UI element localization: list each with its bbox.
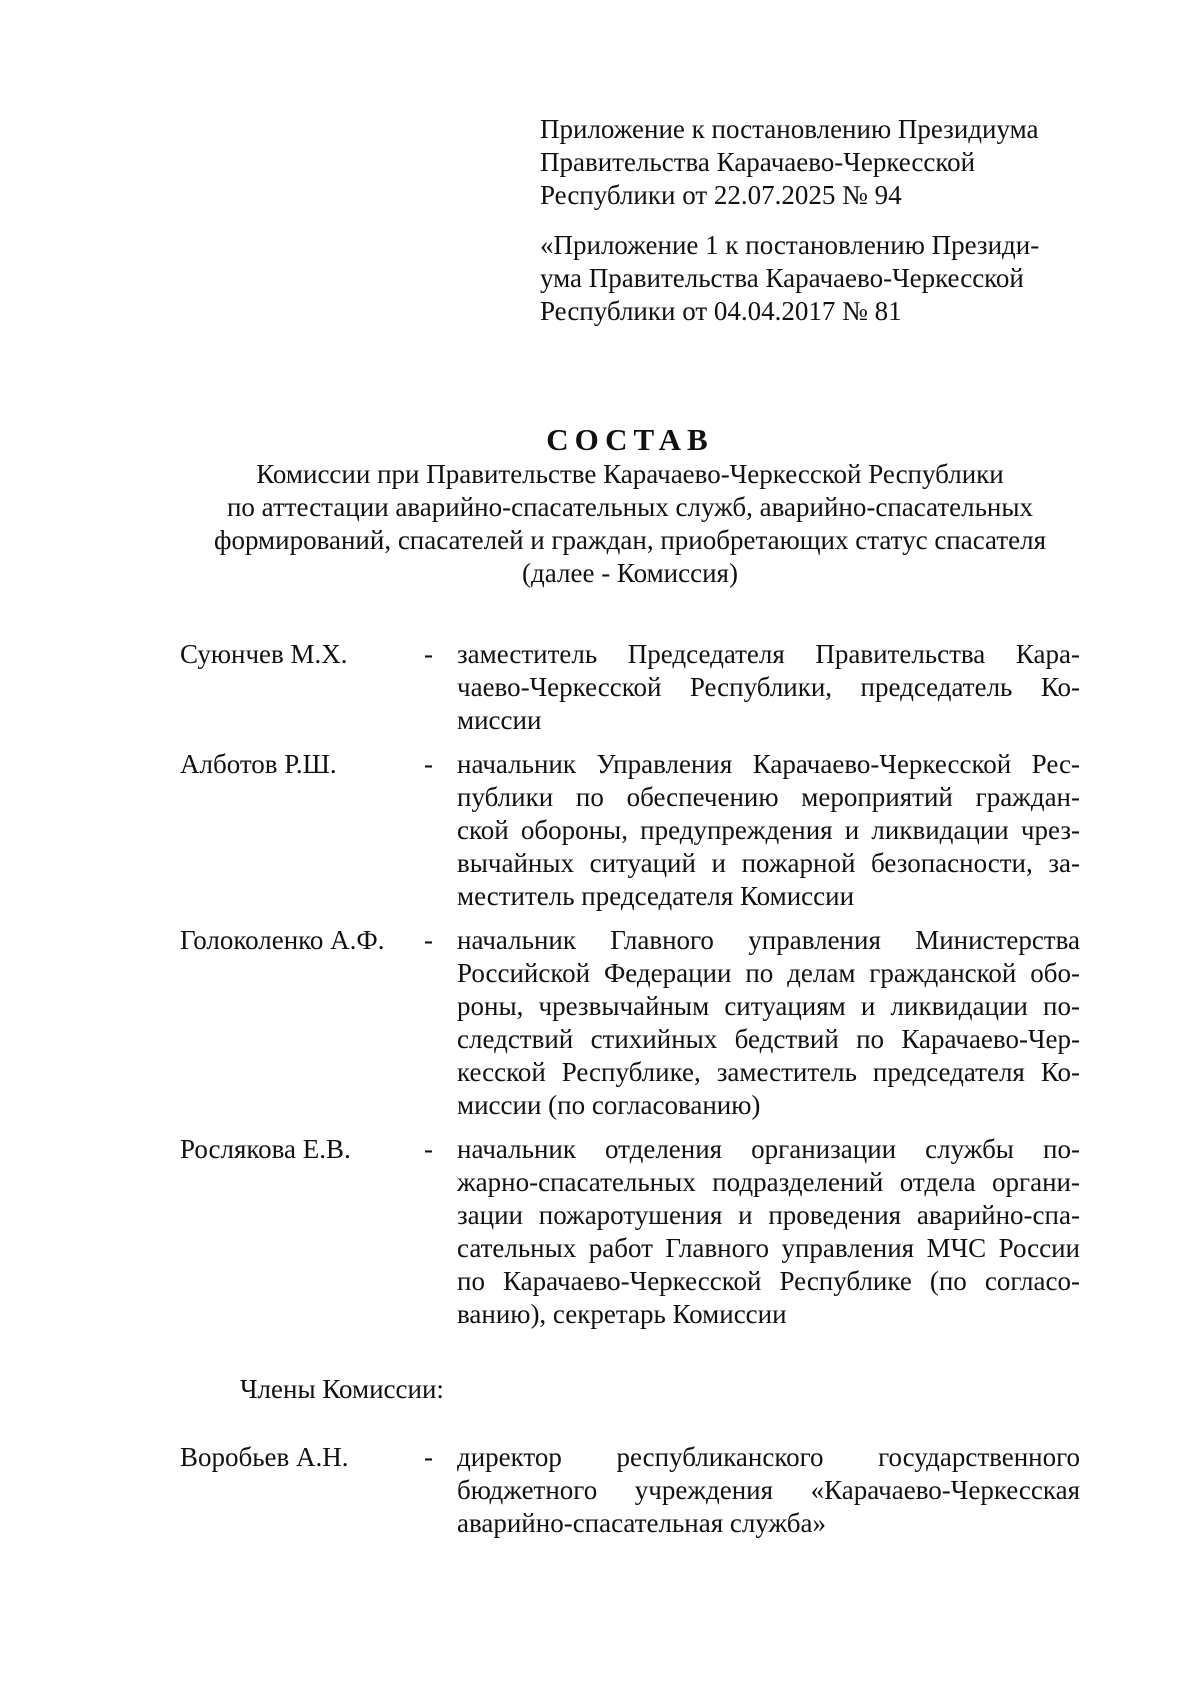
position-word: Председателя bbox=[627, 639, 785, 669]
position-word: (по bbox=[929, 1266, 967, 1296]
position-word: ликвидации bbox=[871, 815, 1009, 845]
position-word: Кара- bbox=[1015, 639, 1080, 669]
separator-dash: - bbox=[424, 1134, 433, 1164]
member-position bbox=[457, 924, 1080, 1122]
member-position bbox=[457, 748, 1080, 913]
position-word: чрез- bbox=[1020, 815, 1080, 845]
position-word: обеспечению bbox=[626, 782, 779, 812]
subtitle-line: Комиссии при Правительстве Карачаево-Черкесской Республики bbox=[256, 459, 1004, 489]
position-word: пожаротушения bbox=[538, 1200, 723, 1230]
position-word: Министерства bbox=[915, 925, 1080, 955]
position-word: заместитель bbox=[457, 639, 598, 669]
position-line bbox=[457, 781, 1080, 814]
position-word: по- bbox=[1043, 991, 1080, 1021]
position-line bbox=[457, 1265, 1080, 1298]
position-word: чаево-Черкесской bbox=[457, 672, 662, 702]
position-word: управления bbox=[748, 925, 881, 955]
subtitle-line: по аттестации аварийно-спасательных служб, аварийно-спасательных bbox=[226, 492, 1034, 522]
position-line bbox=[457, 814, 1080, 847]
position-word: Карачаево-Черкесской bbox=[503, 1266, 762, 1296]
position-word: проведения bbox=[768, 1200, 902, 1230]
position-word: обороны, bbox=[520, 815, 628, 845]
document-subtitle bbox=[160, 458, 1100, 590]
subtitle-line: (далее - Комиссия) bbox=[522, 558, 738, 588]
position-word: Республике, bbox=[561, 1057, 701, 1087]
position-word: Федерации bbox=[603, 958, 732, 988]
position-word: службы bbox=[925, 1134, 1014, 1164]
position-line bbox=[457, 957, 1080, 990]
position-word: республиканского bbox=[616, 1442, 824, 1472]
position-word: кесской bbox=[457, 1057, 546, 1087]
position-word: Главного bbox=[665, 1233, 770, 1263]
member-name: Рослякова Е.В. bbox=[180, 1134, 351, 1164]
member-entry bbox=[180, 924, 1080, 1122]
position-word: организации bbox=[751, 1134, 897, 1164]
position-word: по bbox=[575, 782, 604, 812]
position-word: начальник bbox=[457, 749, 576, 779]
position-word: государственного bbox=[878, 1442, 1080, 1472]
position-line bbox=[457, 847, 1080, 880]
position-word: работ bbox=[588, 1233, 653, 1263]
position-word: заместитель bbox=[716, 1057, 857, 1087]
position-word: ситуаций bbox=[589, 848, 696, 878]
position-word: Республике bbox=[779, 1266, 912, 1296]
position-word: согласо- bbox=[984, 1266, 1080, 1296]
position-line bbox=[457, 1056, 1080, 1089]
member-position bbox=[457, 638, 1080, 737]
subtitle-line: формирований, спасателей и граждан, приобретающих статус спасателя bbox=[213, 525, 1047, 555]
position-line: миссии (по согласованию) bbox=[457, 1090, 761, 1120]
member-position bbox=[457, 1441, 1080, 1540]
position-word: обо- bbox=[1030, 958, 1080, 988]
position-line: меститель председателя Комиссии bbox=[457, 881, 855, 911]
appendix-line: Приложение к постановлению Президиума bbox=[540, 114, 1039, 144]
position-word: председателя bbox=[872, 1057, 1025, 1087]
position-word: граждан- bbox=[975, 782, 1080, 812]
position-line bbox=[457, 1199, 1080, 1232]
member-entry bbox=[180, 1133, 1080, 1331]
position-line bbox=[457, 638, 1080, 671]
appendix-line: Республики от 04.04.2017 № 81 bbox=[540, 296, 902, 326]
position-line: миссии bbox=[457, 705, 542, 735]
position-line bbox=[457, 1166, 1080, 1199]
position-word: ситуациям bbox=[724, 991, 846, 1021]
position-line: ванию), секретарь Комиссии bbox=[457, 1299, 787, 1329]
position-word: и bbox=[711, 848, 726, 878]
member-entry bbox=[180, 748, 1080, 913]
position-word: Карачаево-Чер- bbox=[901, 1024, 1080, 1054]
appendix-reference-current bbox=[540, 113, 1100, 212]
position-word: начальник bbox=[457, 925, 576, 955]
appendix-line: Правительства Карачаево-Черкесской bbox=[540, 147, 976, 177]
member-entry bbox=[180, 638, 1080, 737]
position-word: и bbox=[860, 991, 876, 1021]
member-name: Голоколенко А.Ф. bbox=[180, 925, 385, 955]
position-word: Ко- bbox=[1040, 1057, 1080, 1087]
position-word: по bbox=[745, 958, 774, 988]
position-word: подразделений bbox=[712, 1167, 884, 1197]
position-word: Рес- bbox=[1031, 749, 1080, 779]
position-line bbox=[457, 1232, 1080, 1265]
members-section-label: Члены Комиссии: bbox=[240, 1374, 444, 1404]
position-word: учреждения bbox=[634, 1475, 774, 1505]
appendix-line: ума Правительства Карачаево-Черкесской bbox=[540, 263, 1024, 293]
position-word: и bbox=[844, 815, 860, 845]
member-name: Воробьев А.Н. bbox=[180, 1442, 349, 1472]
position-word: по- bbox=[1043, 1134, 1080, 1164]
position-line bbox=[457, 671, 1080, 704]
position-line bbox=[457, 1441, 1080, 1474]
separator-dash: - bbox=[424, 639, 433, 669]
position-word: по bbox=[856, 1024, 885, 1054]
position-word: Карачаево-Черкесской bbox=[752, 749, 1012, 779]
position-word: сательных bbox=[457, 1233, 577, 1263]
member-name: Алботов Р.Ш. bbox=[180, 749, 337, 779]
member-name: Суюнчев М.Х. bbox=[180, 639, 348, 669]
leadership-list bbox=[180, 638, 1080, 1342]
position-word: «Карачаево-Черкесская bbox=[810, 1475, 1080, 1505]
position-word: Российской bbox=[457, 958, 591, 988]
member-position bbox=[457, 1133, 1080, 1331]
position-word: бюджетного bbox=[457, 1475, 598, 1505]
position-word: управления bbox=[781, 1233, 915, 1263]
position-word: стихийных bbox=[590, 1024, 718, 1054]
position-word: Ко- bbox=[1040, 672, 1080, 702]
position-word: предупреждения bbox=[640, 815, 833, 845]
position-word: за- bbox=[1048, 848, 1080, 878]
appendix-reference-original bbox=[540, 229, 1100, 328]
separator-dash: - bbox=[424, 925, 433, 955]
separator-dash: - bbox=[424, 1442, 433, 1472]
position-word: Управления bbox=[596, 749, 733, 779]
position-word: и bbox=[738, 1200, 753, 1230]
appendix-line: Республики от 22.07.2025 № 94 bbox=[540, 180, 902, 210]
position-word: бедствий bbox=[734, 1024, 839, 1054]
commission-members-list bbox=[180, 1441, 1080, 1551]
position-word: зации bbox=[457, 1200, 523, 1230]
position-word: начальник bbox=[457, 1134, 576, 1164]
position-word: публики bbox=[457, 782, 554, 812]
position-word: председатель bbox=[860, 672, 1013, 702]
position-line bbox=[457, 1474, 1080, 1507]
separator-dash: - bbox=[424, 749, 433, 779]
position-word: МЧС bbox=[926, 1233, 987, 1263]
position-word: делам bbox=[787, 958, 856, 988]
position-word: мероприятий bbox=[801, 782, 953, 812]
document-title: СОСТАВ bbox=[546, 422, 714, 457]
position-word: ликвидации bbox=[890, 991, 1028, 1021]
position-word: гражданской bbox=[869, 958, 1017, 988]
position-line bbox=[457, 924, 1080, 957]
member-entry bbox=[180, 1441, 1080, 1540]
position-word: чрезвычайным bbox=[538, 991, 710, 1021]
position-word: России bbox=[998, 1233, 1080, 1263]
appendix-line: «Приложение 1 к постановлению Президи- bbox=[540, 230, 1040, 260]
position-line bbox=[457, 748, 1080, 781]
position-word: директор bbox=[457, 1442, 562, 1472]
position-line bbox=[457, 1133, 1080, 1166]
position-word: отделения bbox=[605, 1134, 723, 1164]
position-word: роны, bbox=[457, 991, 524, 1021]
position-word: вычайных bbox=[457, 848, 574, 878]
position-line bbox=[457, 990, 1080, 1023]
position-line bbox=[457, 1023, 1080, 1056]
position-word: отдела bbox=[899, 1167, 976, 1197]
position-word: ской bbox=[457, 815, 509, 845]
position-word: Правительства bbox=[815, 639, 986, 669]
position-line: аварийно-спасательная служба» bbox=[457, 1508, 827, 1538]
position-word: пожарной bbox=[741, 848, 856, 878]
position-word: безопасности, bbox=[871, 848, 1033, 878]
position-word: органи- bbox=[992, 1167, 1080, 1197]
position-word: жарно-спасательных bbox=[457, 1167, 696, 1197]
position-word: Главного bbox=[610, 925, 714, 955]
position-word: следствий bbox=[457, 1024, 574, 1054]
position-word: Республики, bbox=[689, 672, 833, 702]
position-word: по bbox=[457, 1266, 485, 1296]
position-word: аварийно-спа- bbox=[916, 1200, 1080, 1230]
